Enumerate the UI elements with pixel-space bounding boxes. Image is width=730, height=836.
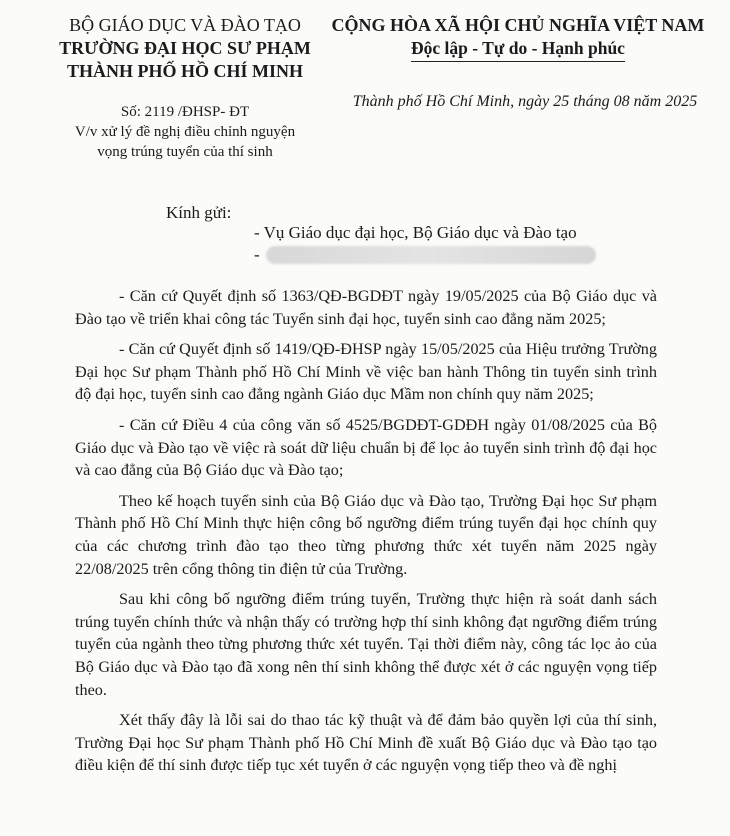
recipient-1: - Vụ Giáo dục đại học, Bộ Giáo dục và Đào tạo: [254, 223, 577, 242]
paragraph-proposal: Xét thấy đây là lỗi sai do thao tác kỹ thuật và để đảm bảo quyền lợi của thí sinh, Trường Đại học Sư phạm Thành phố Hồ Chí Minh đề xuất Bộ Giáo dục và Đào tạo tạo điều kiện để thí sinh được tiếp tục xét tuyển ở các nguyện vọng tiếp theo và đề nghị: [75, 711, 657, 775]
national-header: [318, 14, 718, 62]
university-name-line2: THÀNH PHỐ HỒ CHÍ MINH: [66, 61, 303, 81]
subject-line1: V/v xử lý đề nghị điều chỉnh nguyện: [74, 124, 296, 140]
paragraph-plan: Theo kế hoạch tuyển sinh của Bộ Giáo dục và Đào tạo, Trường Đại học Sư phạm Thành phố Hồ Chí Minh thực hiện công bố ngưỡng điểm trúng tuyển đại học chính quy của các chương trình đào tạo theo từng phương thức xét tuyển năm 2025 ngày 22/08/2025 trên cổng thông tin điện tử của Trường.: [75, 491, 657, 578]
ministry-name: BỘ GIÁO DỤC VÀ ĐÀO TẠO: [69, 15, 301, 35]
document-body: [75, 285, 657, 785]
university-name-line1: TRƯỜNG ĐẠI HỌC SƯ PHẠM: [59, 38, 311, 58]
greeting: Kính gửi:: [166, 203, 232, 222]
republic-title: CỘNG HÒA XÃ HỘI CHỦ NGHĨA VIỆT NAM: [331, 15, 705, 35]
document-date: Thành phố Hồ Chí Minh, ngày 25 tháng 08 năm 2025: [352, 93, 698, 110]
document-reference: [60, 102, 310, 162]
subject-line2: vọng trúng tuyển của thí sinh: [97, 144, 273, 160]
paragraph-review: Sau khi công bố ngưỡng điểm trúng tuyển, Trường thực hiện rà soát danh sách trúng tuyển chính thức và nhận thấy có trường hợp thí sinh không đạt ngưỡng điểm trúng tuyển của ngành theo từng phương thức xét tuyển. Tại thời điểm này, công tác lọc ảo của Bộ Giáo dục và Đào tạo đã xong nên thí sinh không thể được xét ở các nguyện vọng tiếp theo.: [75, 590, 657, 699]
national-motto: Độc lập - Tự do - Hạnh phúc: [411, 37, 625, 62]
recipient-2-dash: -: [254, 245, 260, 264]
paragraph-basis-1: - Căn cứ Quyết định số 1363/QĐ-BGDĐT ngày 19/05/2025 của Bộ Giáo dục và Đào tạo về triển khai công tác Tuyển sinh đại học, tuyển sinh cao đẳng năm 2025;: [75, 287, 657, 328]
document-number: Số: 2119 /ĐHSP- ĐT: [120, 104, 250, 120]
issuer-block: [40, 14, 330, 83]
paragraph-basis-3: - Căn cứ Điều 4 của công văn số 4525/BGDĐT-GDĐH ngày 01/08/2025 của Bộ Giáo dục và Đào tạo về việc rà soát dữ liệu chuẩn bị để lọc ảo tuyển sinh trình độ đại học và cao đẳng của Bộ Giáo dục và Đào tạo;: [75, 415, 657, 480]
paragraph-basis-2: - Căn cứ Quyết định số 1419/QĐ-ĐHSP ngày 15/05/2025 của Hiệu trưởng Trường Đại học Sư phạm Thành phố Hồ Chí Minh về việc ban hành Thông tin tuyển sinh trình độ đại học, tuyển sinh cao đẳng ngành Giáo dục Mầm non chính quy năm 2025;: [75, 340, 657, 404]
recipient-2: [254, 245, 596, 265]
redacted-recipient: [266, 246, 596, 264]
